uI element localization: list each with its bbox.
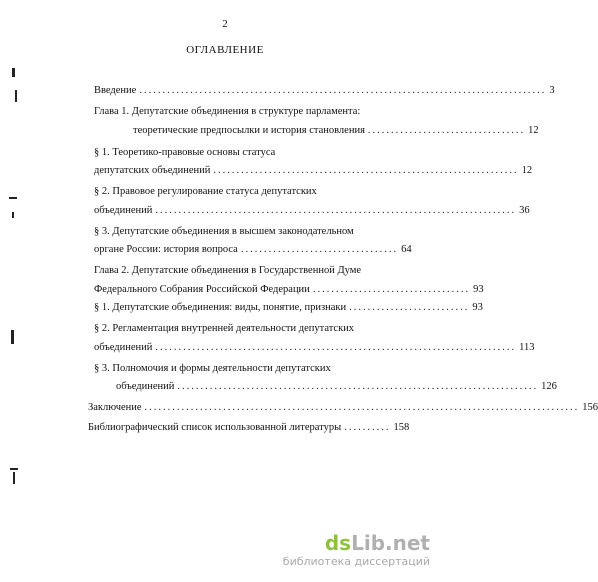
- dot-leader: ..............................................................................: [155, 205, 517, 216]
- watermark-logo: [283, 532, 430, 554]
- watermark-subtitle: библиотека диссертаций: [282, 555, 430, 568]
- toc-entry-label: Заключение: [88, 402, 142, 413]
- watermark: [283, 532, 430, 568]
- toc-entry-page: 93: [473, 284, 484, 295]
- toc-section-2-3-title[interactable]: § 3. Полномочия и формы деятельности депутатских: [94, 363, 331, 374]
- toc-entry-label: объединений: [116, 381, 175, 392]
- dot-leader: ..............................................................................: [177, 381, 539, 392]
- scan-speck: [12, 68, 15, 77]
- toc-entry-label: Библиографический список использованной литературы: [88, 422, 342, 433]
- dot-leader: ..................................: [312, 284, 471, 295]
- dot-leader: ..............................................................................................: [144, 402, 580, 413]
- toc-entry-page: 126: [541, 381, 557, 392]
- dot-leader: ..................................................................: [213, 165, 519, 176]
- toc-entry-intro[interactable]: [94, 84, 555, 97]
- logo-dot: .: [385, 531, 393, 555]
- scan-speck: [11, 330, 14, 344]
- toc-entry-page: 64: [401, 244, 412, 255]
- toc-entry-conclusion[interactable]: [88, 401, 598, 414]
- toc-entry-section-2-3[interactable]: [116, 380, 557, 393]
- toc-entry-section-2-1[interactable]: [94, 301, 483, 314]
- toc-entry-page: 3: [549, 85, 555, 96]
- toc-entry-chapter-1[interactable]: [133, 124, 539, 137]
- toc-entry-bibliography[interactable]: [88, 421, 410, 434]
- dot-leader: ..................................: [367, 125, 526, 136]
- toc-entry-label: Введение: [94, 85, 137, 96]
- logo-ds: ds: [324, 531, 352, 555]
- toc-entry-page: 156: [582, 402, 598, 413]
- logo-lib: Lib: [351, 531, 386, 555]
- toc-chapter-2-title[interactable]: Глава 2. Депутатские объединения в Государственной Думе: [94, 265, 362, 276]
- scan-speck: [13, 472, 15, 484]
- toc-entry-label: теоретические предпосылки и история становления: [133, 125, 365, 136]
- toc-entry-label: Федерального Собрания Российской Федерации: [94, 284, 310, 295]
- toc-entry-page: 12: [521, 165, 533, 176]
- toc-section-1-1-title[interactable]: § 1. Теоретико-правовые основы статуса: [94, 147, 276, 158]
- toc-entry-chapter-2[interactable]: [94, 283, 484, 296]
- dot-leader: ..........................: [349, 302, 470, 313]
- toc-entry-label: объединений: [94, 205, 153, 216]
- toc-entry-page: 36: [519, 205, 530, 216]
- toc-entry-section-1-1[interactable]: [94, 164, 533, 177]
- toc-entry-page: 93: [472, 302, 483, 313]
- toc-section-1-3-title[interactable]: § 3. Депутатские объединения в высшем законодательном: [94, 226, 354, 237]
- page-number: 2: [222, 18, 228, 30]
- scan-speck: [9, 197, 17, 199]
- scan-speck: [12, 212, 14, 218]
- toc-entry-section-2-2[interactable]: [94, 341, 535, 354]
- toc-entry-label: § 1. Депутатские объединения: виды, понятие, признаки: [94, 302, 347, 313]
- toc-heading: ОГЛАВЛЕНИЕ: [186, 44, 264, 56]
- toc-entry-page: 113: [519, 342, 535, 353]
- toc-entry-page: 12: [528, 125, 539, 136]
- dot-leader: ..............................................................................: [155, 342, 517, 353]
- toc-entry-section-1-2[interactable]: [94, 204, 530, 217]
- dot-leader: ........................................................................................: [139, 85, 547, 96]
- dot-leader: ..................................: [240, 244, 399, 255]
- scan-speck: [15, 90, 17, 102]
- toc-entry-label: органе России: история вопроса: [94, 244, 238, 255]
- toc-entry-section-1-3[interactable]: [94, 243, 412, 256]
- dot-leader: ..........: [344, 422, 391, 433]
- toc-chapter-1-title[interactable]: Глава 1. Депутатские объединения в структуре парламента:: [94, 106, 361, 117]
- toc-entry-label: депутатских объединений: [94, 165, 211, 176]
- toc-entry-label: объединений: [94, 342, 153, 353]
- logo-net: net: [392, 531, 430, 555]
- scan-speck: [10, 468, 18, 470]
- toc-section-2-2-title[interactable]: § 2. Регламентация внутренней деятельности депутатских: [94, 323, 355, 334]
- toc-section-1-2-title[interactable]: § 2. Правовое регулирование статуса депутатских: [94, 186, 317, 197]
- toc-entry-page: 158: [393, 422, 410, 433]
